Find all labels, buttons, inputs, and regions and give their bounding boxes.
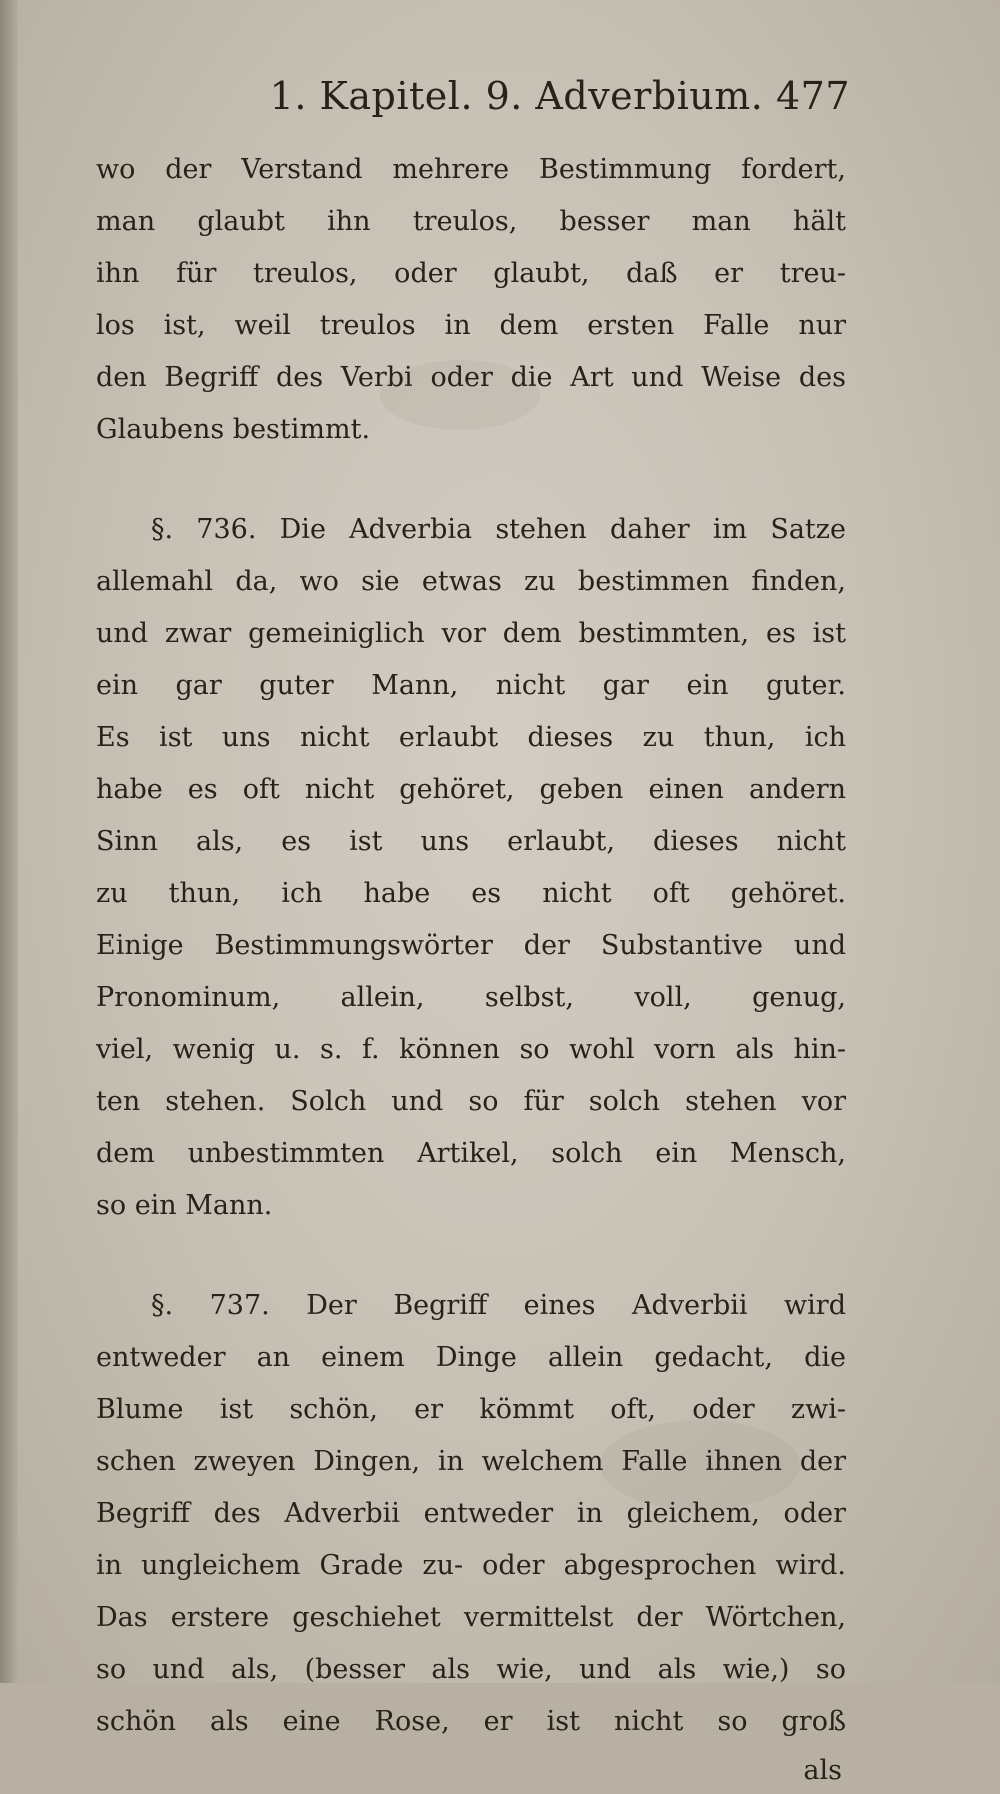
text-line: man glaubt ihn treulos, besser man hält <box>96 206 846 237</box>
text-line: los ist, weil treulos in dem ersten Falle nur <box>96 310 846 341</box>
text-line: Pronominum, allein, selbst, voll, genug, <box>96 982 846 1013</box>
text-line: den Begriff des Verbi oder die Art und Weise des <box>96 362 846 393</box>
text-line: schön als eine Rose, er ist nicht so groß <box>96 1706 846 1737</box>
text-line: §. 736. Die Adverbia stehen daher im Satze <box>151 514 846 545</box>
text-line: allemahl da, wo sie etwas zu bestimmen finden, <box>96 566 846 597</box>
text-line: so und als, (besser als wie, und als wie,) so <box>96 1654 846 1685</box>
text-line: Sinn als, es ist uns erlaubt, dieses nicht <box>96 826 846 857</box>
paragraph-gap <box>96 1232 846 1280</box>
text-line: so ein Mann. <box>96 1190 273 1221</box>
text-line: Blume ist schön, er kömmt oft, oder zwi- <box>96 1394 846 1425</box>
text-line: dem unbestimmten Artikel, solch ein Mensch, <box>96 1138 846 1169</box>
page-edge-shadow <box>0 0 18 1683</box>
page-header <box>90 74 850 124</box>
paragraph-continuation <box>96 144 846 456</box>
text-line: ten stehen. Solch und so für solch stehen vor <box>96 1086 846 1117</box>
text-line: zu thun, ich habe es nicht oft gehöret. <box>96 878 846 909</box>
text-line: Es ist uns nicht erlaubt dieses zu thun, ich <box>96 722 846 753</box>
text-line: in ungleichem Grade zu- oder abgesprochen wird. <box>96 1550 846 1581</box>
text-line: Einige Bestimmungswörter der Substantive und <box>96 930 846 961</box>
text-line: ihn für treulos, oder glaubt, daß er treu- <box>96 258 846 289</box>
text-line: §. 737. Der Begriff eines Adverbii wird <box>151 1290 846 1321</box>
text-line: schen zweyen Dingen, in welchem Falle ihnen der <box>96 1446 846 1477</box>
text-line: und zwar gemeiniglich vor dem bestimmten, es ist <box>96 618 846 649</box>
paragraph-737 <box>96 1280 846 1748</box>
text-line: wo der Verstand mehrere Bestimmung fordert, <box>96 154 846 185</box>
paragraph-736 <box>96 504 846 1232</box>
page-body <box>96 144 846 1794</box>
text-line: viel, wenig u. s. f. können so wohl vorn als hin- <box>96 1034 846 1065</box>
text-line: Glaubens bestimmt. <box>96 414 371 445</box>
running-head: 1. Kapitel. 9. Adverbium. 477 <box>269 74 850 118</box>
catchword: als <box>803 1755 842 1786</box>
paragraph-gap <box>96 456 846 504</box>
text-line: entweder an einem Dinge allein gedacht, die <box>96 1342 846 1373</box>
text-line: ein gar guter Mann, nicht gar ein guter. <box>96 670 846 701</box>
text-line: Begriff des Adverbii entweder in gleichem, oder <box>96 1498 846 1529</box>
text-line: habe es oft nicht gehöret, geben einen andern <box>96 774 846 805</box>
text-line: Das erstere geschiehet vermittelst der Wörtchen, <box>96 1602 846 1633</box>
